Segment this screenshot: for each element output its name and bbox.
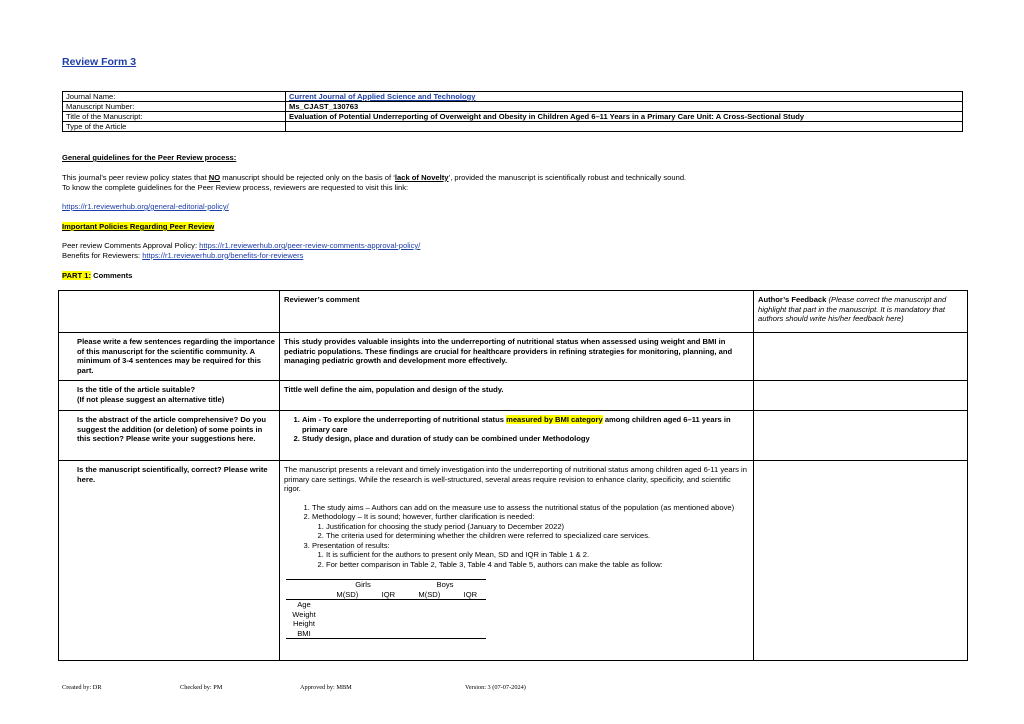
policies-links: [62, 241, 420, 260]
header-empty-cell: [59, 291, 280, 333]
article-type-label: Type of the Article: [63, 122, 286, 132]
approval-policy-label: Peer review Comments Approval Policy:: [62, 241, 200, 250]
table-row: [286, 629, 486, 639]
guidelines-text: [62, 173, 686, 192]
abstract-item-text: among children aged 6–11 years in primary care: [302, 415, 731, 434]
author-feedback-cell[interactable]: [754, 461, 968, 661]
form-title: Review Form 3: [62, 56, 137, 68]
table-row: [286, 619, 486, 629]
guidelines-heading: General guidelines for the Peer Review process:: [62, 153, 237, 162]
part1-heading: [62, 271, 132, 281]
title-question: [59, 381, 280, 411]
methodology-text: Methodology – It is sound; however, further clarification is needed:: [312, 512, 535, 521]
table-row: [63, 112, 963, 122]
footer-version: Version: 3 (07-07-2024): [465, 684, 526, 691]
table-row: [63, 122, 963, 132]
footer-approved: Approved by: MBM: [300, 684, 352, 691]
comments-table: [58, 290, 968, 661]
guidelines-novelty-emphasis: lack of Novelty: [394, 173, 449, 182]
manuscript-number-value: Ms_CJAST_130763: [286, 102, 963, 112]
table-row: [59, 411, 968, 461]
scientific-question: Is the manuscript scientifically, correct? Please write here.: [59, 461, 280, 661]
author-feedback-cell[interactable]: [754, 381, 968, 411]
boys-msd-header: M(SD): [404, 590, 455, 600]
row-label: Height: [293, 619, 315, 628]
list-item: 2. Study design, place and duration of study can be combined under Methodology: [302, 434, 749, 444]
list-item: 1. It is sufficient for the authors to present only Mean, SD and IQR in Table 1 & 2.: [326, 550, 749, 560]
table-row: [286, 590, 486, 600]
abstract-item-text: Aim - To explore the underreporting of nutritional status: [302, 415, 507, 424]
benefits-label: Benefits for Reviewers:: [62, 250, 143, 260]
list-item: 2. The criteria used for determining whether the children were referred to specialized care services.: [326, 531, 749, 541]
author-feedback-cell[interactable]: [754, 411, 968, 461]
guidelines-text-part: This journal’s peer review policy states that: [62, 173, 209, 182]
list-item: [302, 415, 749, 434]
journal-name-link[interactable]: Current Journal of Applied Science and Technology: [289, 92, 476, 101]
policies-heading: Important Policies Regarding Peer Review: [62, 222, 215, 231]
list-item: 2. For better comparison in Table 2, Table 3, Table 4 and Table 5, authors can make the table as follow:: [326, 560, 749, 570]
list-item: 1. The study aims – Authors can add on the measure use to assess the nutritional status of the population (as mentioned above): [312, 503, 749, 513]
importance-question: Please write a few sentences regarding the importance of this manuscript for the scientific community. A minimum of 3-4 sentences may be required for this part.: [59, 333, 280, 381]
table-row: [286, 610, 486, 620]
guidelines-text-part: ’, provided the manuscript is scientifically robust and technically sound.: [448, 173, 687, 182]
part1-title: Comments: [90, 271, 133, 280]
table-row: [59, 461, 968, 661]
girls-iqr-header: IQR: [373, 590, 404, 600]
manuscript-number-label: Manuscript Number:: [63, 102, 286, 112]
article-type-value: [286, 122, 963, 132]
girls-msd-header: M(SD): [322, 590, 373, 600]
table-row: [63, 92, 963, 102]
title-comment: Tittle well define the aim, population and design of the study.: [280, 381, 754, 411]
part1-label: PART 1:: [62, 271, 91, 280]
guidelines-text-part: manuscript should be rejected only on the basis of ‘: [220, 173, 395, 182]
approval-policy-link[interactable]: https://r1.reviewerhub.org/peer-review-comments-approval-policy/: [199, 241, 421, 250]
table-row: [59, 333, 968, 381]
guidelines-no-emphasis: NO: [208, 173, 221, 182]
reviewer-comment-header: Reviewer’s comment: [280, 291, 754, 333]
manuscript-title-label: Title of the Manuscript:: [63, 112, 286, 122]
scientific-intro: The manuscript presents a relevant and timely investigation into the underreporting of nutritional status among children aged 6-11 years in primary care settings. While the research is well-structured, several areas require revision to enhance clarity, specificity, and scientific rigor.: [284, 465, 747, 493]
boys-header: Boys: [404, 580, 486, 590]
scientific-comment: [280, 461, 754, 661]
boys-iqr-header: IQR: [455, 590, 486, 600]
editorial-policy-link[interactable]: https://r1.reviewerhub.org/general-editorial-policy/: [62, 202, 229, 211]
benefits-link[interactable]: https://r1.reviewerhub.org/benefits-for-reviewers: [142, 250, 304, 260]
footer-checked: Checked by: PM: [180, 684, 223, 691]
table-row: [286, 600, 486, 610]
list-item: 1. Justification for choosing the study period (January to December 2022): [326, 522, 749, 532]
results-text: Presentation of results:: [312, 540, 390, 550]
author-feedback-header: [754, 291, 968, 333]
importance-comment: This study provides valuable insights into the underreporting of nutritional status when assessed using weight and BMI in pediatric populations. These findings are crucial for healthcare providers in refining strategies for monitoring, planning, and managing pediatric growth and development more effectively.: [280, 333, 754, 381]
row-label: Age: [297, 600, 311, 609]
row-label: Weight: [292, 609, 316, 619]
table-row: [286, 580, 486, 590]
manuscript-info-table: [62, 91, 963, 132]
author-feedback-instructions: (Please correct the manuscript and highlight that part in the manuscript. It is mandatory that authors should write his/her feedback here): [758, 295, 947, 323]
title-question-line: Is the title of the article suitable?: [77, 385, 196, 394]
title-question-line: (If not please suggest an alternative title): [77, 394, 225, 404]
footer-created: Created by: DR: [62, 684, 102, 691]
table-row: [59, 381, 968, 411]
abstract-comment: [280, 411, 754, 461]
list-item: [312, 512, 749, 541]
author-feedback-title: Author’s Feedback: [758, 295, 827, 304]
journal-name-label: Journal Name:: [63, 92, 286, 102]
girls-header: Girls: [322, 580, 404, 590]
list-item: [312, 541, 749, 570]
table-row: [59, 291, 968, 333]
author-feedback-cell[interactable]: [754, 333, 968, 381]
guidelines-visit-text: To know the complete guidelines for the Peer Review process, reviewers are requested to visit this link:: [62, 182, 409, 192]
abstract-highlight: measured by BMI category: [506, 415, 603, 424]
manuscript-title-value: Evaluation of Potential Underreporting of Overweight and Obesity in Children Aged 6–11 Years in a Primary Care Unit: A Cross-Sectional Study: [286, 112, 963, 122]
table-row: [63, 102, 963, 112]
row-label: BMI: [286, 629, 322, 639]
example-table: [286, 579, 486, 639]
abstract-question: Is the abstract of the article comprehensive? Do you suggest the addition (or deletion) of some points in this section? Please write your suggestions here.: [59, 411, 280, 461]
